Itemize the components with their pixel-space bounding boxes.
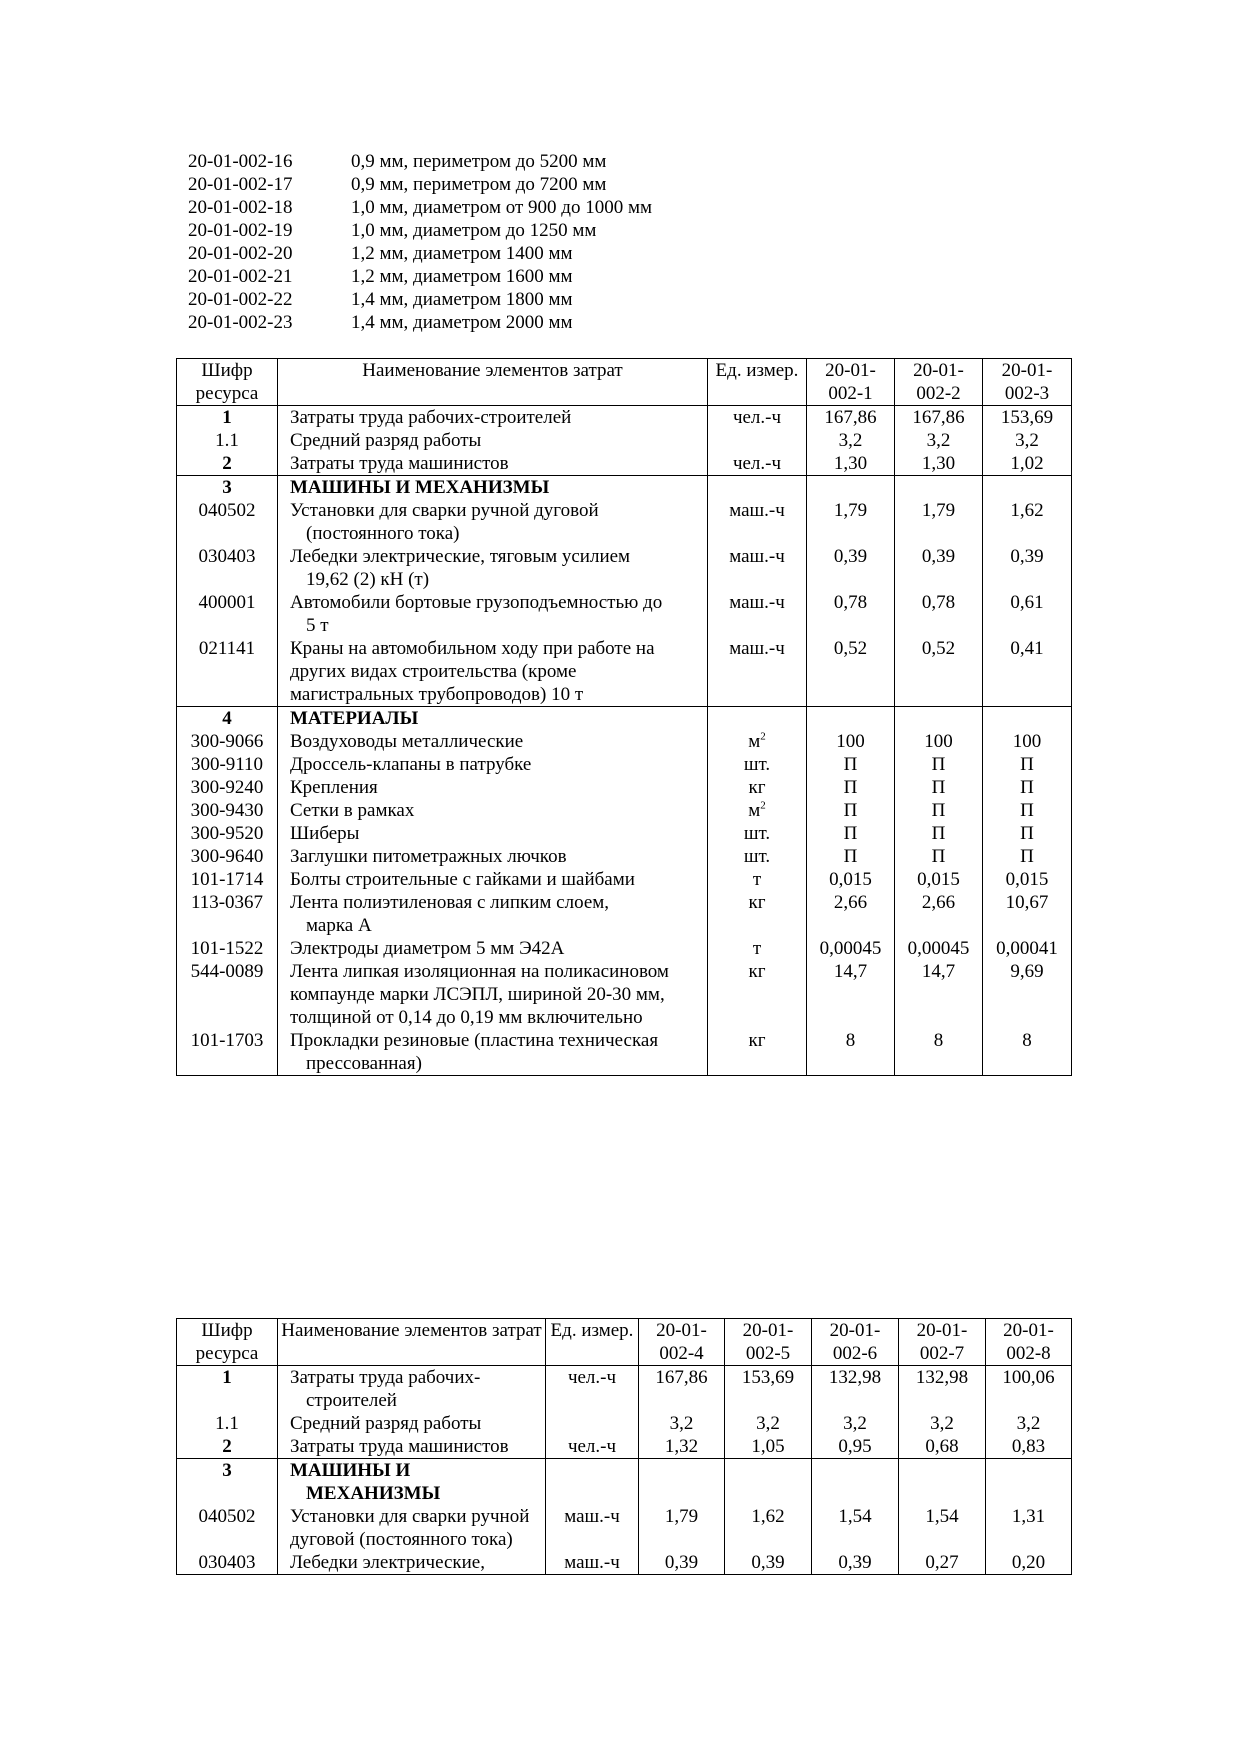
code-list-item [188,150,652,173]
header-col-7: 20-01-002-7 [899,1319,986,1366]
table-row [177,1029,1072,1076]
row-name-text: Электроды диаметром 5 мм Э42А [290,938,565,959]
row-value: 132,98 [899,1366,986,1413]
row-name-text: Установки для сварки ручной дуговой [290,500,599,521]
code-list-item [188,242,652,265]
row-name-text: Затраты труда рабочих-строителей [290,407,572,428]
table-row [177,1551,1072,1575]
row-unit: кг [708,776,807,799]
table-row [177,1412,1072,1435]
row-value: 167,86 [639,1366,725,1413]
row-code: 101-1703 [177,1029,278,1076]
row-value [983,707,1072,731]
row-value: 9,69 [983,960,1072,1029]
row-value: 1,54 [812,1505,899,1551]
table-row [177,452,1072,476]
row-name-text: МАШИНЫ И [290,1460,411,1481]
row-code: 101-1714 [177,868,278,891]
row-name [278,1551,546,1575]
row-code: 113-0367 [177,891,278,937]
row-name [278,1366,546,1413]
row-name [278,1505,546,1551]
row-value: 0,39 [812,1551,899,1575]
row-value: 3,2 [812,1412,899,1435]
row-value: 3,2 [986,1412,1072,1435]
row-name [278,891,708,937]
unit-exponent: 2 [760,730,766,743]
row-name [278,476,708,500]
row-value: 132,98 [812,1366,899,1413]
resource-code: 20-01-002-16 [188,151,293,172]
table-row [177,406,1072,430]
row-code: 1.1 [177,1412,278,1435]
resource-code: 20-01-002-22 [188,289,293,310]
resource-description: 1,4 мм, диаметром 2000 мм [351,312,573,333]
row-name-text: Болты строительные с гайками и шайбами [290,869,635,890]
row-name-text: Лента полиэтиленовая с липким слоем, [290,892,610,913]
header-col-3: 20-01-002-3 [983,359,1072,406]
row-name [278,406,708,430]
row-value: 0,95 [812,1435,899,1459]
table-row [177,1459,1072,1506]
row-name [278,753,708,776]
table-row [177,637,1072,707]
row-code: 1 [177,1366,278,1413]
row-code: 021141 [177,637,278,707]
row-value: П [895,822,983,845]
row-name-text: Лебедки электрические, тяговым усилием [290,546,631,567]
code-list-item [188,219,652,242]
row-unit: маш.-ч [708,591,807,637]
table-row [177,1366,1072,1413]
table-row [177,799,1072,822]
row-unit: т [708,868,807,891]
row-value: П [983,753,1072,776]
resource-description: 0,9 мм, периметром до 7200 мм [351,174,607,195]
row-value: 153,69 [983,406,1072,430]
row-value: 0,015 [983,868,1072,891]
header-col-4: 20-01-002-4 [639,1319,725,1366]
row-code: 3 [177,476,278,500]
resource-description: 1,4 мм, диаметром 1800 мм [351,289,573,310]
row-value: 0,39 [895,545,983,591]
row-value: 0,52 [895,637,983,707]
row-unit [708,476,807,500]
row-unit: маш.-ч [708,637,807,707]
row-name-continued: прессованная) [306,1053,422,1074]
resource-code: 20-01-002-19 [188,220,293,241]
row-value: 0,015 [895,868,983,891]
row-value: П [807,776,895,799]
row-value: 3,2 [807,429,895,452]
header-col-5: 20-01-002-5 [725,1319,812,1366]
row-code: 300-9110 [177,753,278,776]
row-value: 0,00045 [807,937,895,960]
row-value: П [983,822,1072,845]
row-value: 8 [983,1029,1072,1076]
row-value: 3,2 [899,1412,986,1435]
row-value [895,476,983,500]
row-value: 3,2 [725,1412,812,1435]
row-unit: чел.-ч [708,406,807,430]
row-name [278,1029,708,1076]
row-value: 0,78 [807,591,895,637]
row-value: 0,27 [899,1551,986,1575]
table-row [177,1435,1072,1459]
table-row [177,429,1072,452]
row-unit [708,799,807,822]
row-value: 1,79 [895,499,983,545]
row-code: 1 [177,406,278,430]
row-value: 0,41 [983,637,1072,707]
row-code: 101-1522 [177,937,278,960]
row-code: 4 [177,707,278,731]
resource-description: 1,0 мм, диаметром до 1250 мм [351,220,597,241]
row-value: П [807,753,895,776]
row-code: 300-9430 [177,799,278,822]
row-value: 2,66 [807,891,895,937]
table-header-row [177,1319,1072,1366]
row-name-text: Затраты труда машинистов [290,1436,509,1457]
row-code: 300-9066 [177,730,278,753]
row-value: 14,7 [807,960,895,1029]
row-code: 400001 [177,591,278,637]
row-name-continued: марка А [306,915,372,936]
row-unit: кг [708,891,807,937]
table-row [177,753,1072,776]
row-value [725,1459,812,1506]
row-unit: кг [708,1029,807,1076]
row-name [278,960,708,1029]
resource-code: 20-01-002-18 [188,197,293,218]
row-code: 030403 [177,545,278,591]
row-value: П [983,776,1072,799]
row-value: 1,62 [725,1505,812,1551]
row-code: 544-0089 [177,960,278,1029]
row-unit: маш.-ч [708,545,807,591]
row-value: 1,54 [899,1505,986,1551]
header-code: Шифр ресурса [177,1319,278,1366]
row-unit [708,730,807,753]
row-value: 0,78 [895,591,983,637]
table-header-row [177,359,1072,406]
row-name-continued: строителей [306,1390,397,1411]
row-unit: шт. [708,845,807,868]
row-value: П [983,845,1072,868]
row-name-text: Крепления [290,777,378,798]
row-unit [708,429,807,452]
row-code: 300-9240 [177,776,278,799]
header-unit: Ед. измер. [708,359,807,406]
row-value: 0,39 [807,545,895,591]
row-name-continued: (постоянного тока) [306,523,460,544]
resource-code: 20-01-002-20 [188,243,293,264]
row-unit: шт. [708,822,807,845]
code-list [188,150,652,334]
row-value [899,1459,986,1506]
resource-code: 20-01-002-23 [188,312,293,333]
row-name-text: Установки для сварки ручной дуговой (постоянного тока) [290,1506,530,1550]
row-value: 3,2 [983,429,1072,452]
resource-description: 1,0 мм, диаметром от 900 до 1000 мм [351,197,652,218]
row-value: 0,39 [639,1551,725,1575]
row-unit: маш.-ч [546,1505,639,1551]
row-unit: т [708,937,807,960]
row-name [278,499,708,545]
table-row [177,891,1072,937]
code-list-item [188,288,652,311]
row-value: 1,02 [983,452,1072,476]
row-value [895,707,983,731]
row-value: П [807,845,895,868]
row-name [278,1435,546,1459]
row-value: 0,68 [899,1435,986,1459]
row-name-continued: 5 т [306,615,329,636]
row-value: П [895,753,983,776]
row-value: 0,20 [986,1551,1072,1575]
row-name [278,1459,546,1506]
header-name: Наименование элементов затрат [278,1319,546,1366]
row-unit: чел.-ч [708,452,807,476]
row-name-text: Заглушки питометражных лючков [290,846,567,867]
table-row [177,707,1072,731]
row-name [278,1412,546,1435]
row-value: 3,2 [639,1412,725,1435]
row-value: 153,69 [725,1366,812,1413]
row-code: 1.1 [177,429,278,452]
table-row [177,730,1072,753]
header-name: Наименование элементов затрат [278,359,708,406]
row-value: П [807,799,895,822]
row-value: 167,86 [807,406,895,430]
row-value: П [895,799,983,822]
row-value: 100 [895,730,983,753]
row-unit: чел.-ч [546,1366,639,1413]
row-unit: чел.-ч [546,1435,639,1459]
row-code: 040502 [177,1505,278,1551]
row-value: 1,32 [639,1435,725,1459]
row-value: 8 [895,1029,983,1076]
row-name [278,799,708,822]
row-value: 100 [983,730,1072,753]
header-col-8: 20-01-002-8 [986,1319,1072,1366]
row-code: 030403 [177,1551,278,1575]
row-name-text: Прокладки резиновые (пластина техническая [290,1030,659,1051]
row-value: П [807,822,895,845]
row-value: 0,00045 [895,937,983,960]
row-code: 040502 [177,499,278,545]
resource-description: 0,9 мм, периметром до 5200 мм [351,151,607,172]
row-value: 0,015 [807,868,895,891]
row-name-text: Шиберы [290,823,360,844]
table-row [177,499,1072,545]
row-value [807,476,895,500]
row-value: 0,39 [983,545,1072,591]
row-value: 0,83 [986,1435,1072,1459]
row-name-text: Воздуховоды металлические [290,731,524,752]
row-unit: маш.-ч [708,499,807,545]
resources-table-2 [176,1318,1072,1575]
header-unit: Ед. измер. [546,1319,639,1366]
row-name [278,545,708,591]
header-col-6: 20-01-002-6 [812,1319,899,1366]
row-unit: маш.-ч [546,1551,639,1575]
row-name-text: Лента липкая изоляционная на поликасиновом компаунде марки ЛСЭПЛ, шириной 20-30 мм, толщиной от 0,14 до 0,19 мм включительно [290,961,669,1028]
row-code: 300-9640 [177,845,278,868]
resource-description: 1,2 мм, диаметром 1400 мм [351,243,573,264]
unit-exponent: 2 [760,799,766,812]
table-row [177,822,1072,845]
table-row [177,960,1072,1029]
row-name-continued: 19,62 (2) кН (т) [306,569,430,590]
unit-text: м [748,731,761,752]
row-code: 300-9520 [177,822,278,845]
row-value: 0,00041 [983,937,1072,960]
header-col-2: 20-01-002-2 [895,359,983,406]
table-row [177,845,1072,868]
row-value: П [895,845,983,868]
row-value: 8 [807,1029,895,1076]
table-row [177,1505,1072,1551]
row-name [278,845,708,868]
resource-code: 20-01-002-21 [188,266,293,287]
row-value: 100,06 [986,1366,1072,1413]
row-name-text: МАТЕРИАЛЫ [290,708,419,729]
row-value [983,476,1072,500]
row-name-text: Средний разряд работы [290,430,482,451]
code-list-item [188,196,652,219]
row-value [807,707,895,731]
row-name [278,822,708,845]
row-name-text: МАШИНЫ И МЕХАНИЗМЫ [290,477,550,498]
row-code: 2 [177,1435,278,1459]
table-row [177,591,1072,637]
table-row [177,476,1072,500]
row-value: 0,52 [807,637,895,707]
row-value [639,1459,725,1506]
row-unit [546,1412,639,1435]
row-code: 2 [177,452,278,476]
row-name [278,637,708,707]
row-name [278,452,708,476]
header-code: Шифр ресурса [177,359,278,406]
code-list-item [188,173,652,196]
row-name-text: Краны на автомобильном ходу при работе на других видах строительства (кроме магистральных трубопроводов) 10 т [290,638,655,705]
table-row [177,868,1072,891]
row-value: 1,31 [986,1505,1072,1551]
row-value: 0,39 [725,1551,812,1575]
row-value: 167,86 [895,406,983,430]
row-name-text: Лебедки электрические, [290,1552,485,1573]
table-row [177,776,1072,799]
row-value [812,1459,899,1506]
row-value: 1,79 [807,499,895,545]
row-value: 1,79 [639,1505,725,1551]
row-value: 1,30 [807,452,895,476]
row-value: 1,30 [895,452,983,476]
row-name [278,730,708,753]
row-value: 14,7 [895,960,983,1029]
row-name [278,776,708,799]
row-value: 1,62 [983,499,1072,545]
row-name-text: Дроссель-клапаны в патрубке [290,754,532,775]
row-name [278,868,708,891]
row-unit: шт. [708,753,807,776]
resource-code: 20-01-002-17 [188,174,293,195]
unit-text: м [748,800,761,821]
row-value: 2,66 [895,891,983,937]
row-name-continued: МЕХАНИЗМЫ [306,1483,441,1504]
row-name [278,429,708,452]
row-value: 10,67 [983,891,1072,937]
row-name [278,937,708,960]
row-value: 3,2 [895,429,983,452]
header-col-1: 20-01-002-1 [807,359,895,406]
row-name-text: Автомобили бортовые грузоподъемностью до [290,592,663,613]
table-row [177,545,1072,591]
row-name [278,707,708,731]
row-unit: кг [708,960,807,1029]
row-name-text: Затраты труда машинистов [290,453,509,474]
row-value: П [983,799,1072,822]
code-list-item [188,311,652,334]
table-row [177,937,1072,960]
resource-description: 1,2 мм, диаметром 1600 мм [351,266,573,287]
row-value [986,1459,1072,1506]
row-code: 3 [177,1459,278,1506]
row-unit [546,1459,639,1506]
row-value: 0,61 [983,591,1072,637]
row-value: 1,05 [725,1435,812,1459]
row-unit [708,707,807,731]
resources-table-1 [176,358,1072,1076]
row-name-text: Сетки в рамках [290,800,415,821]
row-value: 100 [807,730,895,753]
row-value: П [895,776,983,799]
code-list-item [188,265,652,288]
row-name [278,591,708,637]
row-name-text: Затраты труда рабочих- [290,1367,481,1388]
row-name-text: Средний разряд работы [290,1413,482,1434]
